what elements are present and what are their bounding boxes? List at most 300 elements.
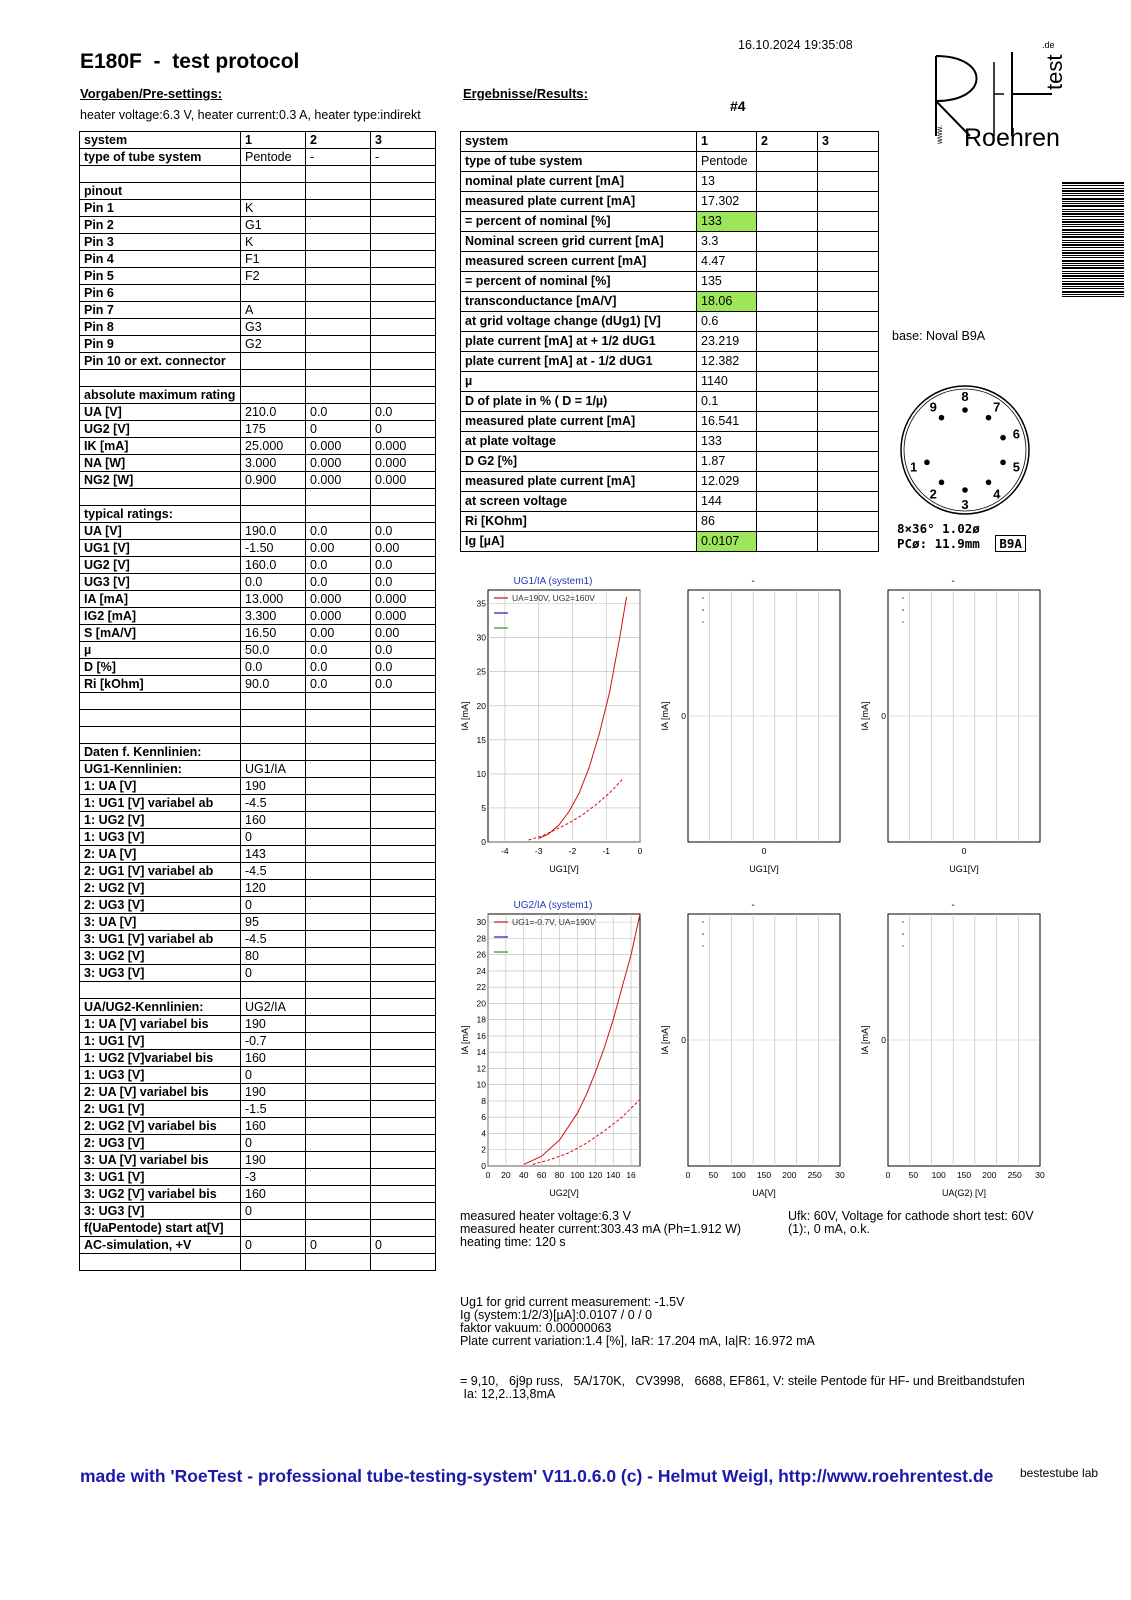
results-heading: Ergebnisse/Results:	[463, 86, 588, 101]
x-tick-label: 250	[1007, 1170, 1022, 1180]
settings-value-cell: 190.0	[241, 523, 306, 540]
settings-row	[80, 982, 436, 999]
settings-row	[80, 625, 436, 642]
chart-title: -	[751, 900, 755, 911]
grid-current-info: Ug1 for grid current measurement: -1.5V Ig (system:1/2/3)[µA]:0.0107 / 0 / 0 faktor vakuum: 0.00000063 Plate current variation:1.4 [%], IaR: 17.204 mA, Ia|R: 16.972 mA	[460, 1295, 815, 1348]
settings-label-cell: Daten f. Kennlinien:	[80, 744, 241, 761]
settings-value-cell	[306, 727, 371, 744]
socket-pin	[939, 415, 945, 421]
chart-title: UG1/IA (system1)	[513, 576, 593, 587]
results-row	[461, 432, 879, 452]
settings-row	[80, 387, 436, 404]
settings-label-cell: UA [V]	[80, 404, 241, 421]
chart-title: -	[951, 900, 955, 911]
settings-value-cell	[241, 693, 306, 710]
socket-pin-label: 7	[993, 399, 1001, 415]
settings-row	[80, 829, 436, 846]
settings-value-cell	[371, 251, 436, 268]
results-row	[461, 412, 879, 432]
barcode-bar	[1062, 195, 1124, 196]
settings-value-cell	[371, 778, 436, 795]
results-row	[461, 512, 879, 532]
settings-value-cell: 50.0	[241, 642, 306, 659]
settings-row	[80, 540, 436, 557]
barcode-bar	[1062, 240, 1124, 241]
results-value-cell	[757, 272, 818, 292]
settings-value-cell: 3	[371, 132, 436, 149]
results-value-cell	[818, 272, 879, 292]
x-tick-label: 30	[835, 1170, 845, 1180]
results-value-cell: 16.541	[697, 412, 757, 432]
results-value-cell	[818, 292, 879, 312]
y-tick-label: 30	[476, 632, 486, 643]
settings-value-cell: 0	[241, 1135, 306, 1152]
chart-ug1-ia	[458, 562, 648, 880]
results-value-cell	[757, 152, 818, 172]
settings-label-cell: system	[80, 132, 241, 149]
results-value-cell	[818, 152, 879, 172]
results-value-cell	[818, 492, 879, 512]
settings-value-cell: 0.0	[306, 676, 371, 693]
settings-label-cell	[80, 489, 241, 506]
settings-label-cell	[80, 693, 241, 710]
settings-label-cell: NG2 [W]	[80, 472, 241, 489]
base-spec-2	[897, 536, 1026, 551]
socket-diagram	[895, 380, 1035, 520]
settings-value-cell	[241, 1254, 306, 1271]
settings-value-cell: 0.0	[371, 676, 436, 693]
x-tick-label: 50	[708, 1170, 719, 1180]
results-value-cell	[818, 472, 879, 492]
settings-table	[79, 131, 436, 1271]
settings-value-cell	[306, 234, 371, 251]
settings-value-cell: UG1/IA	[241, 761, 306, 778]
logo-test: test	[1042, 54, 1067, 90]
y-tick-label: 35	[476, 598, 486, 609]
settings-row	[80, 506, 436, 523]
results-row	[461, 292, 879, 312]
settings-value-cell	[306, 982, 371, 999]
results-row	[461, 372, 879, 392]
settings-value-cell	[241, 353, 306, 370]
settings-value-cell: G1	[241, 217, 306, 234]
settings-value-cell	[241, 489, 306, 506]
settings-value-cell	[371, 1016, 436, 1033]
settings-value-cell	[306, 829, 371, 846]
settings-value-cell	[306, 693, 371, 710]
settings-label-cell: UG3 [V]	[80, 574, 241, 591]
settings-row	[80, 591, 436, 608]
settings-label-cell: 1: UG1 [V]	[80, 1033, 241, 1050]
settings-row	[80, 642, 436, 659]
x-tick-label: 200	[782, 1170, 797, 1180]
settings-value-cell	[306, 1016, 371, 1033]
results-label-cell: system	[461, 132, 697, 152]
settings-value-cell	[306, 506, 371, 523]
settings-value-cell	[371, 931, 436, 948]
settings-value-cell	[371, 1067, 436, 1084]
settings-value-cell: 95	[241, 914, 306, 931]
results-label-cell: transconductance [mA/V]	[461, 292, 697, 312]
results-value-cell: 17.302	[697, 192, 757, 212]
results-value-cell	[818, 232, 879, 252]
results-value-cell: 1140	[697, 372, 757, 392]
results-label-cell: at screen voltage	[461, 492, 697, 512]
x-tick-label: 40	[519, 1170, 529, 1180]
settings-value-cell: 0	[241, 1203, 306, 1220]
settings-value-cell: 160	[241, 1186, 306, 1203]
legend-dot	[702, 621, 704, 623]
results-value-cell: 23.219	[697, 332, 757, 352]
settings-value-cell	[306, 1084, 371, 1101]
results-row	[461, 172, 879, 192]
settings-row	[80, 948, 436, 965]
barcode-bar	[1062, 244, 1124, 246]
settings-value-cell	[306, 1135, 371, 1152]
settings-label-cell: NA [W]	[80, 455, 241, 472]
settings-value-cell: 0.000	[371, 608, 436, 625]
settings-value-cell	[371, 846, 436, 863]
x-tick-label: -1	[602, 846, 611, 856]
y-tick-label: 6	[481, 1112, 486, 1123]
results-value-cell	[757, 452, 818, 472]
y-tick-label: 25	[476, 666, 486, 677]
settings-value-cell: 175	[241, 421, 306, 438]
cathode-test: Ufk: 60V, Voltage for cathode short test: 60V (1):, 0 mA, o.k.	[788, 1209, 1034, 1236]
settings-value-cell: 0	[241, 965, 306, 982]
barcode-bar	[1062, 224, 1124, 225]
barcode-bar	[1062, 288, 1124, 289]
settings-value-cell	[241, 506, 306, 523]
settings-label-cell: Ri [kOhm]	[80, 676, 241, 693]
y-axis-label: IA [mA]	[460, 701, 470, 731]
settings-row	[80, 1152, 436, 1169]
barcode-bar	[1062, 188, 1124, 189]
y-tick-label: 22	[476, 982, 486, 993]
socket-pin-label: 2	[929, 486, 937, 502]
settings-value-cell	[371, 489, 436, 506]
results-value-cell	[757, 232, 818, 252]
x-tick-label: 0	[961, 846, 967, 856]
settings-label-cell: Pin 4	[80, 251, 241, 268]
settings-value-cell: 190	[241, 778, 306, 795]
results-row	[461, 252, 879, 272]
results-value-cell: 133	[697, 432, 757, 452]
results-label-cell: measured plate current [mA]	[461, 472, 697, 492]
results-value-cell: 3.3	[697, 232, 757, 252]
results-value-cell: 144	[697, 492, 757, 512]
barcode-bar	[1062, 250, 1124, 251]
settings-value-cell	[371, 1084, 436, 1101]
settings-label-cell: UA/UG2-Kennlinien:	[80, 999, 241, 1016]
results-label-cell: D of plate in % ( D = 1/µ)	[461, 392, 697, 412]
x-tick-label: 80	[554, 1170, 565, 1180]
legend-dot	[702, 933, 704, 935]
y-tick-label: 10	[476, 768, 486, 779]
settings-label-cell: 1: UA [V] variabel bis	[80, 1016, 241, 1033]
settings-row	[80, 727, 436, 744]
settings-label-cell: 3: UG3 [V]	[80, 1203, 241, 1220]
y-tick-label: 12	[476, 1063, 486, 1074]
legend-dot	[702, 921, 704, 923]
y-tick-label: 0	[481, 1161, 486, 1171]
results-label-cell: type of tube system	[461, 152, 697, 172]
x-tick-label: -3	[534, 846, 543, 856]
results-label-cell: at grid voltage change (dUg1) [V]	[461, 312, 697, 332]
socket-pin	[986, 415, 992, 421]
settings-label-cell: 1: UG1 [V] variabel ab	[80, 795, 241, 812]
y-tick-label: 26	[476, 949, 486, 960]
settings-value-cell: 0.000	[371, 455, 436, 472]
x-axis-label: UA[V]	[752, 1188, 776, 1198]
results-value-cell	[757, 312, 818, 332]
settings-value-cell: 143	[241, 846, 306, 863]
barcode-bar	[1062, 203, 1124, 204]
x-tick-label: 60	[536, 1170, 547, 1180]
results-value-cell	[757, 532, 818, 552]
settings-row	[80, 761, 436, 778]
settings-value-cell	[371, 948, 436, 965]
settings-label-cell: Pin 10 or ext. connector	[80, 353, 241, 370]
settings-value-cell	[371, 1135, 436, 1152]
results-label-cell: Nominal screen grid current [mA]	[461, 232, 697, 252]
x-tick-label: 0	[761, 846, 767, 856]
settings-label-cell: Pin 7	[80, 302, 241, 319]
y-tick-label: 30	[476, 917, 486, 928]
barcode-bar	[1062, 193, 1124, 194]
legend-dot	[902, 933, 904, 935]
chart-empty-4	[858, 886, 1048, 1204]
barcode-bar	[1062, 216, 1124, 217]
barcode-bar	[1062, 260, 1124, 262]
settings-value-cell	[306, 761, 371, 778]
settings-label-cell: 3: UG3 [V]	[80, 965, 241, 982]
x-tick-label: 100	[931, 1170, 946, 1180]
legend-dot	[902, 621, 904, 623]
settings-label-cell: 2: UG2 [V]	[80, 880, 241, 897]
barcode-bar	[1062, 255, 1124, 256]
settings-value-cell	[306, 1067, 371, 1084]
results-label-cell: measured plate current [mA]	[461, 192, 697, 212]
settings-label-cell: 3: UG1 [V]	[80, 1169, 241, 1186]
base-badge: B9A	[995, 535, 1026, 552]
settings-value-cell: 0.900	[241, 472, 306, 489]
settings-value-cell	[371, 268, 436, 285]
results-value-cell	[818, 452, 879, 472]
settings-value-cell	[306, 1118, 371, 1135]
settings-row	[80, 1135, 436, 1152]
settings-value-cell	[371, 880, 436, 897]
settings-value-cell: 0.0	[371, 659, 436, 676]
settings-value-cell: G3	[241, 319, 306, 336]
settings-value-cell: 0.000	[306, 591, 371, 608]
settings-value-cell: K	[241, 200, 306, 217]
settings-value-cell: 0.0	[241, 574, 306, 591]
results-value-cell: 12.382	[697, 352, 757, 372]
footer-lab: bestestube lab	[1020, 1466, 1099, 1480]
results-row	[461, 492, 879, 512]
settings-value-cell	[371, 353, 436, 370]
settings-row	[80, 778, 436, 795]
barcode-bar	[1062, 252, 1124, 254]
settings-label-cell: Pin 8	[80, 319, 241, 336]
socket-pin-label: 3	[961, 497, 969, 512]
settings-value-cell: 190	[241, 1016, 306, 1033]
results-row	[461, 192, 879, 212]
settings-value-cell: 13.000	[241, 591, 306, 608]
settings-value-cell: 0	[241, 829, 306, 846]
results-value-cell: 86	[697, 512, 757, 532]
settings-value-cell: -	[306, 149, 371, 166]
settings-row	[80, 217, 436, 234]
y-tick-label: 0	[881, 1035, 886, 1045]
legend-dot	[902, 921, 904, 923]
settings-value-cell	[306, 489, 371, 506]
settings-value-cell	[371, 370, 436, 387]
results-value-cell	[757, 412, 818, 432]
settings-value-cell	[241, 183, 306, 200]
chart-empty-2	[858, 562, 1048, 880]
barcode-bar	[1062, 267, 1124, 269]
barcode-bar	[1062, 201, 1124, 202]
results-row	[461, 232, 879, 252]
settings-row	[80, 1084, 436, 1101]
settings-row	[80, 166, 436, 183]
chart-title: UG2/IA (system1)	[513, 900, 593, 911]
settings-value-cell	[306, 965, 371, 982]
settings-label-cell: absolute maximum rating	[80, 387, 241, 404]
x-axis-label: UG1[V]	[549, 864, 579, 874]
settings-value-cell	[371, 166, 436, 183]
results-value-cell: 0.0107	[697, 532, 757, 552]
settings-row	[80, 132, 436, 149]
settings-value-cell: 0.0	[306, 523, 371, 540]
socket-outline	[901, 386, 1029, 514]
settings-label-cell: D [%]	[80, 659, 241, 676]
y-axis-label: IA [mA]	[460, 1025, 470, 1055]
chart-ug2-ia	[458, 886, 648, 1204]
settings-row	[80, 710, 436, 727]
settings-value-cell: 160.0	[241, 557, 306, 574]
settings-row	[80, 744, 436, 761]
results-label-cell: measured plate current [mA]	[461, 412, 697, 432]
settings-row	[80, 574, 436, 591]
heater-measurement: measured heater voltage:6.3 V measured heater current:303.43 mA (Ph=1.912 W) heating time: 120 s	[460, 1209, 742, 1249]
settings-value-cell	[371, 829, 436, 846]
settings-row	[80, 795, 436, 812]
settings-row	[80, 659, 436, 676]
results-row	[461, 312, 879, 332]
settings-value-cell: 0	[241, 897, 306, 914]
settings-row	[80, 812, 436, 829]
x-tick-label: 20	[501, 1170, 511, 1180]
settings-value-cell: -0.7	[241, 1033, 306, 1050]
settings-value-cell	[371, 1033, 436, 1050]
settings-label-cell: 1: UG2 [V]variabel bis	[80, 1050, 241, 1067]
legend-dot	[902, 945, 904, 947]
footer-made-with[interactable]: made with 'RoeTest - professional tube-testing-system' V11.0.6.0 (c) - Helmut Weigl, http://www.roehrentest.de	[80, 1466, 994, 1486]
settings-row	[80, 353, 436, 370]
settings-label-cell: 2: UG3 [V]	[80, 897, 241, 914]
settings-value-cell	[306, 166, 371, 183]
settings-value-cell	[371, 1152, 436, 1169]
settings-value-cell: 190	[241, 1084, 306, 1101]
settings-value-cell	[306, 200, 371, 217]
settings-value-cell: 0.00	[306, 625, 371, 642]
settings-row	[80, 914, 436, 931]
settings-label-cell	[80, 1254, 241, 1271]
settings-value-cell	[306, 744, 371, 761]
settings-value-cell: G2	[241, 336, 306, 353]
logo-www: www.	[935, 124, 944, 144]
barcode-bar	[1062, 226, 1124, 227]
results-value-cell: 3	[818, 132, 879, 152]
settings-value-cell: 0.0	[306, 659, 371, 676]
barcode-bar	[1062, 242, 1124, 243]
results-value-cell	[818, 192, 879, 212]
settings-value-cell	[241, 982, 306, 999]
settings-row	[80, 931, 436, 948]
results-value-cell: 13	[697, 172, 757, 192]
settings-row	[80, 1237, 436, 1254]
x-tick-label: 150	[956, 1170, 972, 1180]
settings-row	[80, 1067, 436, 1084]
results-row	[461, 452, 879, 472]
y-tick-label: 5	[481, 802, 486, 813]
settings-label-cell: 2: UG2 [V] variabel bis	[80, 1118, 241, 1135]
x-tick-label: 250	[807, 1170, 822, 1180]
settings-value-cell	[306, 1169, 371, 1186]
barcode-bar	[1062, 296, 1124, 297]
legend-dot	[702, 597, 704, 599]
x-tick-label: 150	[756, 1170, 772, 1180]
settings-value-cell: 0.000	[371, 591, 436, 608]
x-tick-label: 0	[485, 1170, 491, 1180]
y-axis-label: IA [mA]	[860, 1025, 870, 1055]
y-axis-label: IA [mA]	[660, 1025, 670, 1055]
x-axis-label: UG1[V]	[749, 864, 779, 874]
settings-row	[80, 319, 436, 336]
results-row	[461, 272, 879, 292]
barcode-bar	[1062, 281, 1124, 282]
barcode-bar	[1062, 275, 1124, 277]
settings-value-cell	[306, 778, 371, 795]
settings-label-cell: 1: UG2 [V]	[80, 812, 241, 829]
x-tick-label: 50	[908, 1170, 919, 1180]
settings-value-cell	[371, 1118, 436, 1135]
results-label-cell: D G2 [%]	[461, 452, 697, 472]
y-tick-label: 16	[476, 1030, 486, 1041]
series-line	[533, 1099, 640, 1164]
barcode-bar	[1062, 265, 1124, 266]
settings-row	[80, 1101, 436, 1118]
settings-value-cell	[306, 1152, 371, 1169]
settings-label-cell: UG2 [V]	[80, 421, 241, 438]
settings-label-cell: IG2 [mA]	[80, 608, 241, 625]
logo-brand: Roehren	[964, 124, 1060, 152]
barcode-bar	[1062, 273, 1124, 274]
results-value-cell	[757, 492, 818, 512]
barcode-bar	[1062, 236, 1124, 238]
y-tick-label: 20	[476, 700, 486, 711]
settings-row	[80, 863, 436, 880]
settings-value-cell	[371, 1101, 436, 1118]
results-value-cell: 0.6	[697, 312, 757, 332]
results-value-cell	[818, 392, 879, 412]
results-label-cell: at plate voltage	[461, 432, 697, 452]
results-value-cell	[757, 512, 818, 532]
settings-label-cell	[80, 166, 241, 183]
